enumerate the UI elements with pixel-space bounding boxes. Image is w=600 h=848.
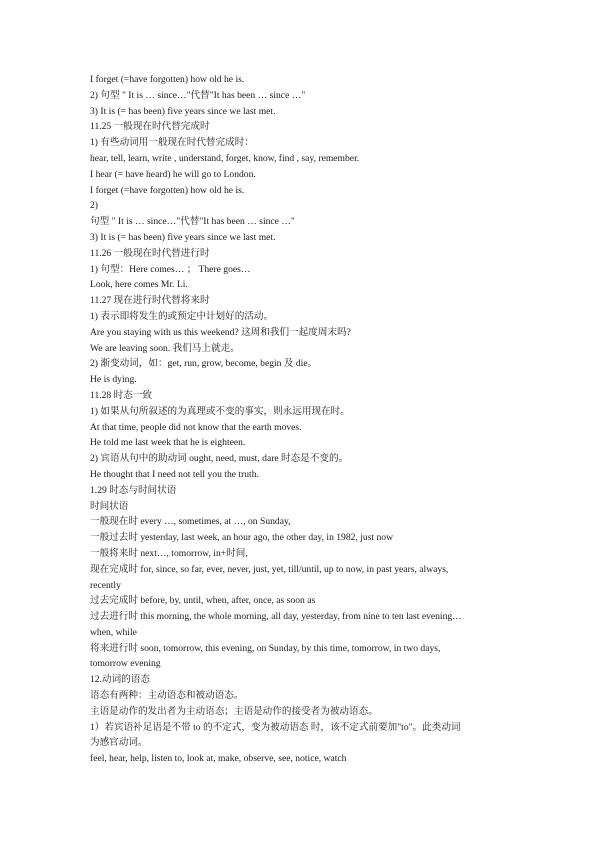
text-line: 语态有两种：主动语态和被动语态。 xyxy=(90,690,244,702)
text-line: I hear (= have heard) he will go to London. xyxy=(90,168,256,180)
section-heading: 11.28 时态一致 xyxy=(90,389,153,401)
text-line: tomorrow evening xyxy=(90,658,161,670)
text-line: 过去完成时 before, by, until, when, after, once, as soon as xyxy=(90,595,316,607)
text-line: 3) It is (= has been) five years since we last met. xyxy=(90,105,276,117)
text-line: I forget (=have forgotten) how old he is. xyxy=(90,184,245,196)
text-line: 现在完成时 for, since, so far, ever, never, just, yet, till/until, up to now, in past years, always, xyxy=(90,563,449,575)
section-heading: 1.29 时态与时间状语 xyxy=(90,484,177,496)
text-line: At that time, people did not know that the earth moves. xyxy=(90,421,302,433)
text-line: when, while xyxy=(90,626,137,638)
section-heading: 11.26 一般现在时代替进行时 xyxy=(90,247,210,259)
text-line: He thought that I need not tell you the truth. xyxy=(90,468,259,480)
text-line: 句型 " It is … since…"代替"It has been … since …" xyxy=(90,216,295,228)
text-line: hear, tell, learn, write , understand, forget, know, find , say, remember. xyxy=(90,152,360,164)
text-line: He told me last week that he is eighteen. xyxy=(90,437,246,449)
text-line: 1) 如果从句所叙述的为真理或不变的事实，则永远用现在时。 xyxy=(90,405,350,417)
text-line: I forget (=have forgotten) how old he is. xyxy=(90,74,245,85)
text-line: 主语是动作的发出者为主动语态；主语是动作的接受者为被动语态。 xyxy=(90,705,378,717)
text-line: recently xyxy=(90,579,121,591)
text-line: 一般将来时 next…, tomorrow, in+时间, xyxy=(90,547,248,559)
text-line: 为感官动词。 xyxy=(90,737,148,749)
text-line: 1）若宾语补足语是不带 to 的不定式，变为被动语态 时，该不定式前要加"to"。此类动词 xyxy=(90,721,461,733)
text-line: 3) It is (= has been) five years since we last met. xyxy=(90,231,276,243)
text-line: 时间状语 xyxy=(90,500,129,512)
section-heading: 11.27 现在进行时代替将来时 xyxy=(90,295,210,307)
text-line: 一般现在时 every …, sometimes, at …, on Sunday, xyxy=(90,516,291,528)
text-line: We are leaving soon. 我们马上就走。 xyxy=(90,342,240,354)
section-heading: 11.25 一般现在时代替完成时 xyxy=(90,121,210,133)
text-line: 2) 渐变动词，如：get, run, grow, become, begin 及 die。 xyxy=(90,358,318,370)
text-line: 2) xyxy=(90,200,98,212)
text-line: 1) 有些动词用一般现在时代替完成时： xyxy=(90,137,254,149)
text-line: 一般过去时 yesterday, last week, an hour ago, the other day, in 1982, just now xyxy=(90,532,394,544)
text-line: Look, here comes Mr. Li. xyxy=(90,279,188,291)
text-line: 2) 宾语从句中的助动词 ought, need, must, dare 时态是不变的。 xyxy=(90,453,349,465)
text-line: 1) 表示即将发生的或预定中计划好的活动。 xyxy=(90,310,274,322)
document-body xyxy=(90,72,510,767)
text-line: Are you staying with us this weekend? 这周和我们一起度周末吗? xyxy=(90,326,351,338)
text-line: 1) 句型：Here comes… ； There goes… xyxy=(90,263,251,275)
text-line: 过去进行时 this morning, the whole morning, all day, yesterday, from nine to ten last evening… xyxy=(90,611,462,623)
text-line: 将来进行时 soon, tomorrow, this evening, on Sunday, by this time, tomorrow, in two days, xyxy=(90,642,441,654)
text-line: feel, hear, help, listen to, look at, make, observe, see, notice, watch xyxy=(90,753,347,765)
text-line: 2) 句型 " It is … since…"代替"It has been … since …" xyxy=(90,89,306,101)
text-line: He is dying. xyxy=(90,374,137,386)
section-heading: 12.动词的语态 xyxy=(90,674,150,686)
